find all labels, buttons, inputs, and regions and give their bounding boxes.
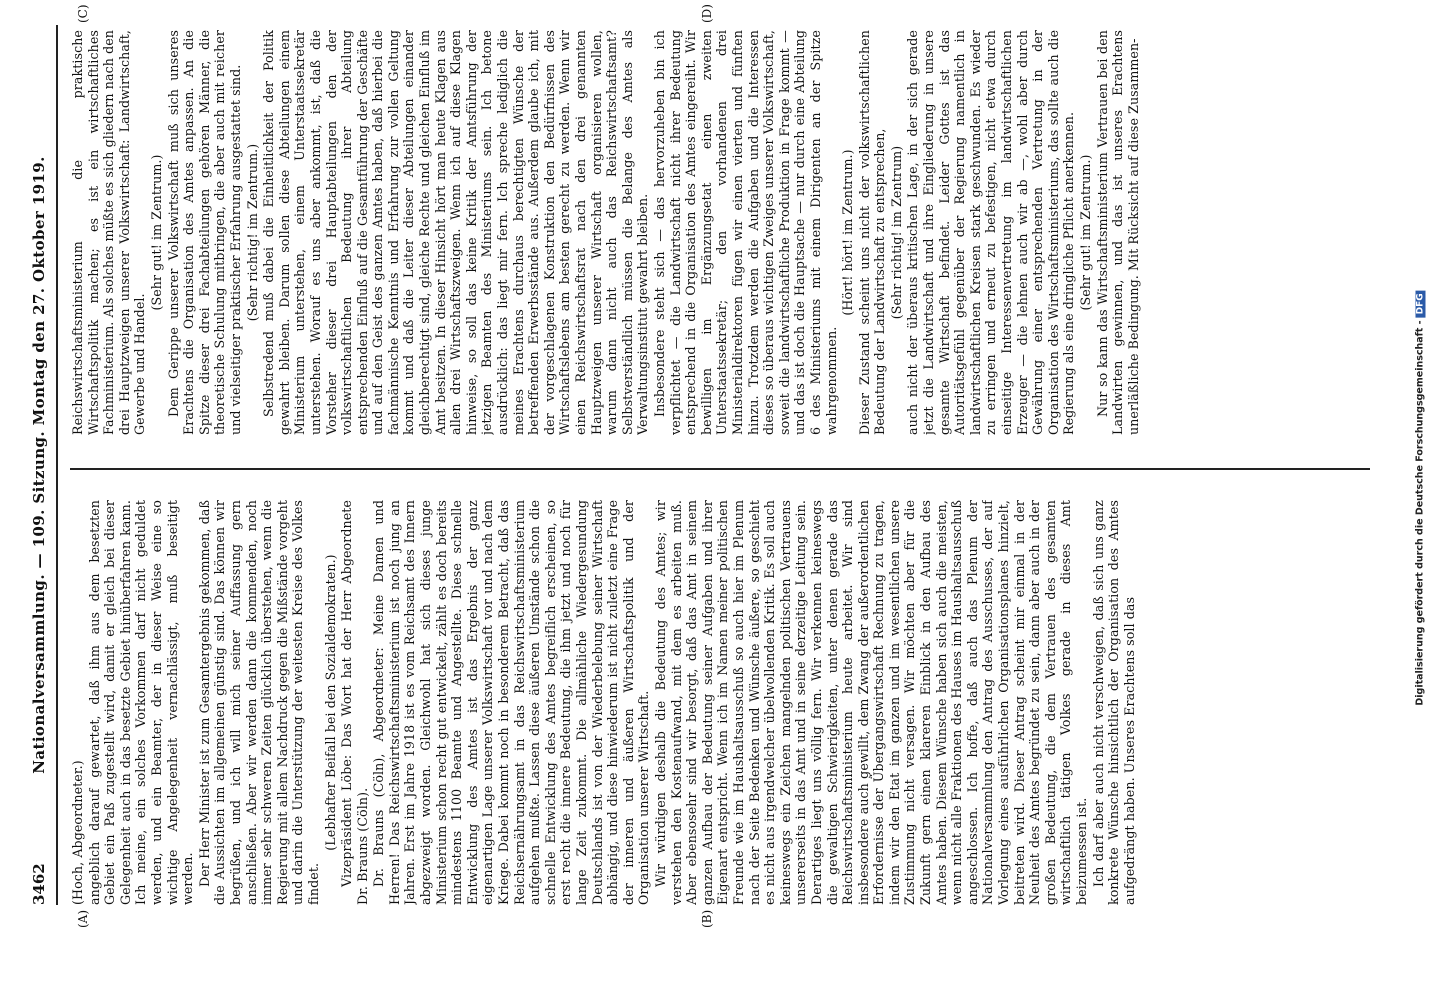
paragraph: Vizepräsident Löbe: Das Wort hat der Herr Abgeordnete Dr. Brauns (Cöln). <box>339 500 370 905</box>
page-title: Nationalversammlung. — 109. Sitzung. Montag den 27. Oktober 1919. <box>30 156 48 774</box>
paragraph: Dr. Brauns (Cöln), Abgeordneter: Meine Damen und Herren! Das Reichswirtschaftsministerium ist noch jung an Jahren. Erst im Jahre 1918 ist es vom Reichsamt des Innern abgezweigt worden. Gleichwohl hat sich dieses junge Ministerium schon recht gut entwickelt, zählt es doch bereits mindestens 1100 Beamte und Angestellte. Diese schnelle Entwicklung des Amtes ist das Ergebnis der ganz eigenartigen Lage unserer Volkswirtschaft vor und nach dem Kriege. Dabei kommt noch in besonderem Betracht, daß das Reichsernährungsamt in das Reichswirtschaftsministerium aufgehen mußte. Lassen diese äußeren Umstände schon die schnelle Entwicklung des Amtes begreiflich erscheinen, so erst recht die innere Bedeutung, die ihm jetzt und noch für lange Zeit zukommt. Die allmähliche Wiedergesundung Deutschlands ist von der Wiederbelebung seiner Wirtschaft abhängig, und diese hinwiederum ist nicht zuletzt eine Frage der inneren und äußeren Wirtschaftspolitik und der Organisation unserer Wirtschaft. <box>371 500 652 905</box>
paragraph: Ich darf aber auch nicht verschweigen, daß sich uns ganz konkrete Wünsche hinsichtlich der Organisation des Amtes aufgedrängt haben. Unseres Erachtens soll das <box>1090 500 1137 905</box>
margin-mark-c: (C) <box>76 4 90 23</box>
dfg-logo: DFG <box>1416 290 1426 317</box>
right-text-column <box>70 30 1330 435</box>
margin-mark-d: (D) <box>700 4 714 23</box>
paragraph: angeblich darauf gewartet, daß ihm aus dem besetzten Gebiet ein Paß zugestellt wird, damit er gleich bei dieser Gelegenheit auch in das besetzte Gebiet hinüberfahren kann. Ich meine, ein solches Vorkommen darf nicht geduldet werden, und ein Beamter, der in dieser Weise eine so wichtige Angelegenheit vernachlässigt, muß beseitigt werden. <box>86 500 196 905</box>
interjection: (Sehr richtig! im Zentrum.) <box>244 143 260 322</box>
dfg-funding-note <box>1410 8 1430 988</box>
interjection: (Sehr gut! im Zentrum.) <box>148 154 164 311</box>
funding-text: Digitalisierung gefördert durch die Deutsche Forschungsgemeinschaft - <box>1414 320 1426 706</box>
interjection: (Sehr gut! im Zentrum.) <box>1078 154 1093 311</box>
paragraph: Der Herr Minister ist zum Gesamtergebnis gekommen, daß die Aussichten im allgemeinen günstig sind. Das können wir begrüßen, und ich will mich seiner Auffassung gern anschließen. Aber wir werden dann die kommenden, noch immer sehr schweren Zeiten glücklich überstehen, wenn die Regierung mit allem Nachdruck gegen die Mißstände vorgeht und darin die Unterstützung der weitesten Kreise des Volkes findet. <box>196 500 321 905</box>
paragraph: Selbstredend muß dabei die Einheitlichkeit der Politik gewahrt bleiben. Darum sollen diese Abteilungen einem Ministerium unterstehen, einem Unterstaatssekretär unterstehen. Worauf es uns aber ankommt, ist, daß die Vorsteher dieser drei Hauptabteilungen den der volkswirtschaftlichen Bedeutung ihrer Abteilung entsprechenden Einfluß auf die Gesamtführung der Geschäfte und auf den Geist des ganzen Amtes haben, daß hierbei die fachmännische Kenntnis und Erfahrung zur vollen Geltung kommt und daß die Leiter dieser Abteilungen einander gleichberechtigt sind, gleiche Rechte und gleichen Einfluß im Amt besitzen. In dieser Hinsicht hört man heute Klagen aus allen drei Wirtschaftszweigen. Wenn ich auf diese Klagen hinweise, so soll das keine Kritik der Amtsführung der jetzigen Beamten des Ministeriums sein. Ich betone ausdrücklich: das liegt mir fern. Ich spreche lediglich die meines Erachtens durchaus berechtigten Wünsche der betreffenden Erwerbsstände aus. Außerdem glaube ich, mit der vorgeschlagenen Konstruktion den Bedürfnissen des Wirtschaftslebens am besten gerecht zu werden. Wenn wir einen Reichswirtschaftsrat nach den drei genannten Hauptzweigen unserer Wirtschaft organisieren wollen, warum dann nicht auch das Reichswirtschaftsamt? Selbstverständlich müssen die Belange des Amtes als Verwaltungsinstitut gewahrt bleiben. <box>261 30 651 435</box>
paragraph: Insbesondere steht sich — das hervorzuheben bin ich verpflichtet — die Landwirtschaft nicht ihrer Bedeutung entsprechend in die Organisation des Amtes eingereiht. Wir bewilligen im Ergänzungsetat einen zweiten Unterstaatssekretär; den vorhandenen drei Ministerialdirektoren fügen wir einen vierten und fünften hinzu. Trotzdem werden die Aufgaben und die Interessen dieses so überaus wichtigen Zweiges unserer Volkswirtschaft, soweit die landwirtschaftliche Produktion in Frage kommt — und das ist doch die Hauptsache — nur durch eine Abteilung 6 des Ministeriums mit einem Dirigenten an der Spitze wahrgenommen. <box>651 30 839 435</box>
paragraph: Wir würdigen deshalb die Bedeutung des Amtes; wir verstehen den Kostenaufwand, mit dem es arbeiten muß. Aber ebensosehr sind wir besorgt, daß das Amt in seinem ganzen Aufbau der Bedeutung seiner Aufgaben und ihrer Eigenart entspricht. Wenn ich im Namen meiner politischen Freunde wie im Haushaltsausschuß so auch hier im Plenum nach der Seite Bedenken und Wünsche äußere, so geschieht es nicht aus irgendwelcher übelwollenden Kritik. Es soll auch keineswegs ein Zeichen mangelnden politischen Vertrauens unsererseits in das Amt und in seine derzeitige Leitung sein. Derartiges liegt uns völlig fern. Wir verkennen keineswegs die gewaltigen Schwierigkeiten, unter denen gerade das Reichswirtschaftsministerium heute arbeitet. Wir sind insbesondere auch gewillt, dem Zwang der außerordentlichen Erfordernisse der Übergangswirtschaft Rechnung zu tragen, indem wir den Etat im ganzen und im wesentlichen unsere Zustimmung nicht versagen. Wir möchten aber für die Zukunft gern einen klareren Einblick in den Aufbau des Amtes haben. Diesem Wünsche haben sich auch die meisten, wenn nicht alle Fraktionen des Hauses im Haushaltsausschuß angeschlossen. Ich hoffe, daß auch das Plenum der Nationalversammlung den Antrag des Ausschusses, der auf Vorlegung eines ausführlichen Organisationsplanes hinzielt, beitreten wird. Dieser Antrag scheint mir einmal in der Neuheit des Amtes begründet zu sein, dann aber auch in der großen Bedeutung, die dem Vertrauen des gesamten wirtschaftlich tätigen Volkes gerade in dieses Amt beizumessen ist. <box>652 500 1089 905</box>
paragraph: Reichswirtschaftsministerium die praktische Wirtschaftspolitik machen; es ist ein wirtschaftliches Fachministerium. Als solches müßte es sich gliedern nach den drei Hauptzweigen unserer Volkswirtschaft: Landwirtschaft, Gewerbe und Handel. <box>70 30 148 435</box>
margin-mark-a: (A) <box>76 909 90 928</box>
interjection: (Lebhafter Beifall bei den Sozialdemokraten.) <box>322 554 338 851</box>
speaker-tag: (Hoch, Abgeordneter.) <box>70 760 85 905</box>
paragraph: Dem Gerippe unserer Volkswirtschaft muß sich unseres Erachtens die Organisation des Amtes anpassen. An die Spitze dieser drei Fachabteilungen gehören Männer, die theoretische Schulung mitbringen, die aber auch mit reicher und vielseitiger praktischer Erfahrung ausgestattet sind. <box>165 30 243 435</box>
interjection: (Sehr richtig! im Zentrum) <box>888 145 904 320</box>
left-text-column <box>70 500 1330 905</box>
paragraph: Nur so kann das Wirtschaftsministerium Vertrauen bei den Landwirten gewinnen, und das ist unseres Erachtens unerläßliche Bedingung. Mit Rücksicht auf diese Zusammen- <box>1094 30 1141 435</box>
page-number: 3462 <box>30 863 48 905</box>
paragraph: auch nicht der überaus kritischen Lage, in der sich gerade jetzt die Landwirtschaft und ihre Eingliederung in unsere gesamte Wirtschaft befindet. Leider Gottes ist das Autoritätsgefühl gegenüber der Regierung namentlich in landwirtschaftlichen Kreisen stark geschwunden. Es wieder zu erringen und erneut zu befestigen, nicht etwa durch einseitige Interessenvertretung im landwirtschaftlichen Erzeuger — die lehnen auch wir ab —, wohl aber durch Gewährung einer entsprechenden Vertretung in der Organisation des Wirtschaftsministeriums, das sollte auch die Regierung als eine dringliche Pflicht anerkennen. <box>905 30 1077 435</box>
paragraph: Dieser Zustand scheint uns nicht der volkswirtschaftlichen Bedeutung der Landwirtschaft zu entsprechen, <box>856 30 888 435</box>
page-header <box>24 25 58 905</box>
margin-mark-b: (B) <box>700 909 714 928</box>
column-divider <box>70 468 1370 470</box>
interjection: (Hört! hört! im Zentrum.) <box>840 149 856 316</box>
